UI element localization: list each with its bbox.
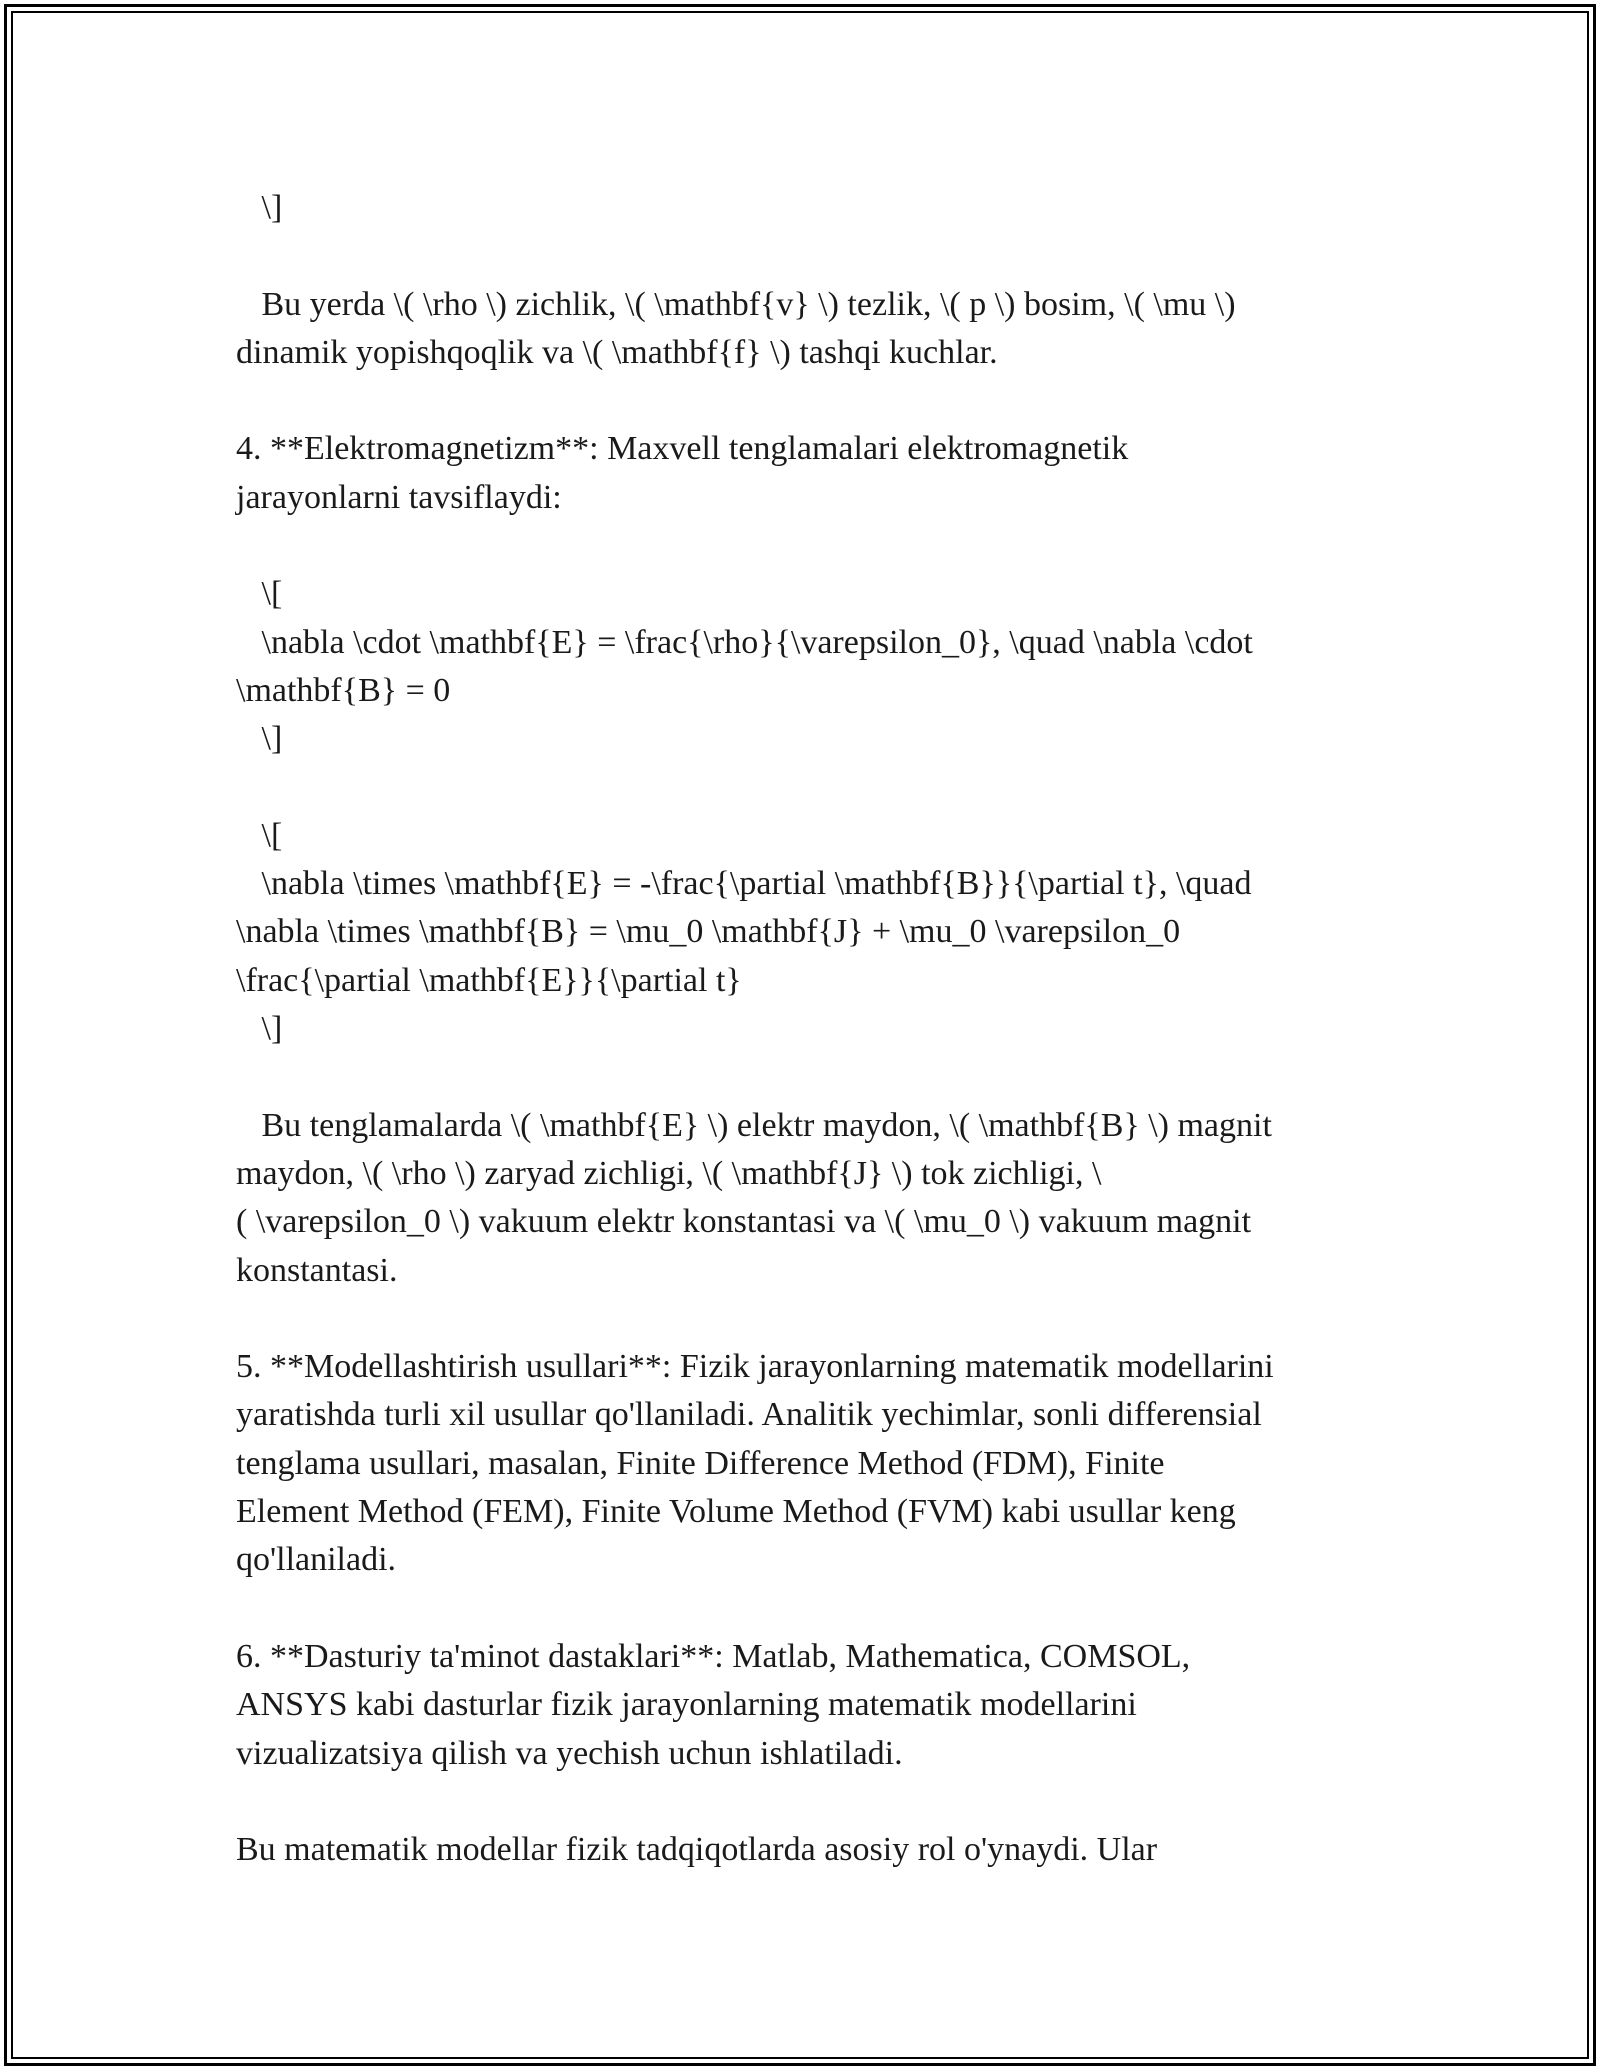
blank-line [236,1778,1376,1826]
equation-open: \[ [236,816,283,854]
text-line: \] [236,189,283,226]
equation-close: \] [236,720,283,758]
blank-line [236,377,1376,425]
text-line: konstantasi. [236,1251,398,1289]
blank-line [236,522,1376,570]
text-line: maydon, \( \rho \) zaryad zichligi, \( \mathbf{J} \) tok zichligi, \ [236,1154,1102,1192]
blank-line [236,1053,1376,1101]
equation-open: \[ [236,575,283,613]
equation-line: \nabla \cdot \mathbf{E} = \frac{\rho}{\varepsilon_0}, \quad \nabla \cdot [236,623,1253,661]
equation-line: \nabla \times \mathbf{E} = -\frac{\partial \mathbf{B}}{\partial t}, \quad [236,865,1252,903]
blank-line [236,232,1376,280]
text-line: jarayonlarni tavsiflaydi: [236,478,562,516]
text-line: qo'llaniladi. [236,1541,397,1579]
text-line: ( \varepsilon_0 \) vakuum elektr konstantasi va \( \mu_0 \) vakuum magnit [236,1203,1252,1241]
document-body [236,184,1376,1874]
text-line: Element Method (FEM), Finite Volume Method (FVM) kabi usullar keng [236,1493,1236,1531]
blank-line [236,764,1376,812]
blank-line [236,1585,1376,1633]
equation-close: \] [236,1010,283,1048]
text-line: dinamik yopishqoqlik va \( \mathbf{f} \) tashqi kuchlar. [236,333,998,371]
section-heading-modelling-methods: 5. **Modellashtirish usullari**: Fizik jarayonlarning matematik modellarini [236,1348,1274,1386]
section-heading-software: 6. **Dasturiy ta'minot dastaklari**: Matlab, Mathematica, COMSOL, [236,1637,1191,1675]
text-line: Bu tenglamalarda \( \mathbf{E} \) elektr maydon, \( \mathbf{B} \) magnit [236,1106,1272,1144]
text-line: vizualizatsiya qilish va yechish uchun ishlatiladi. [236,1734,903,1772]
equation-line: \nabla \times \mathbf{B} = \mu_0 \mathbf{J} + \mu_0 \varepsilon_0 [236,913,1181,951]
section-heading-electromagnetism: 4. **Elektromagnetizm**: Maxvell tenglamalari elektromagnetik [236,430,1129,468]
text-line: ANSYS kabi dasturlar fizik jarayonlarning matematik modellarini [236,1686,1137,1724]
text-line: tenglama usullari, masalan, Finite Difference Method (FDM), Finite [236,1444,1165,1482]
text-line: yaratishda turli xil usullar qo'llaniladi. Analitik yechimlar, sonli differensial [236,1396,1262,1434]
equation-line: \frac{\partial \mathbf{E}}{\partial t} [236,961,742,999]
equation-line: \mathbf{B} = 0 [236,671,451,709]
text-line: Bu yerda \( \rho \) zichlik, \( \mathbf{v} \) tezlik, \( p \) bosim, \( \mu \) [236,285,1236,323]
blank-line [236,1295,1376,1343]
text-line: Bu matematik modellar fizik tadqiqotlarda asosiy rol o'ynaydi. Ular [236,1831,1158,1869]
